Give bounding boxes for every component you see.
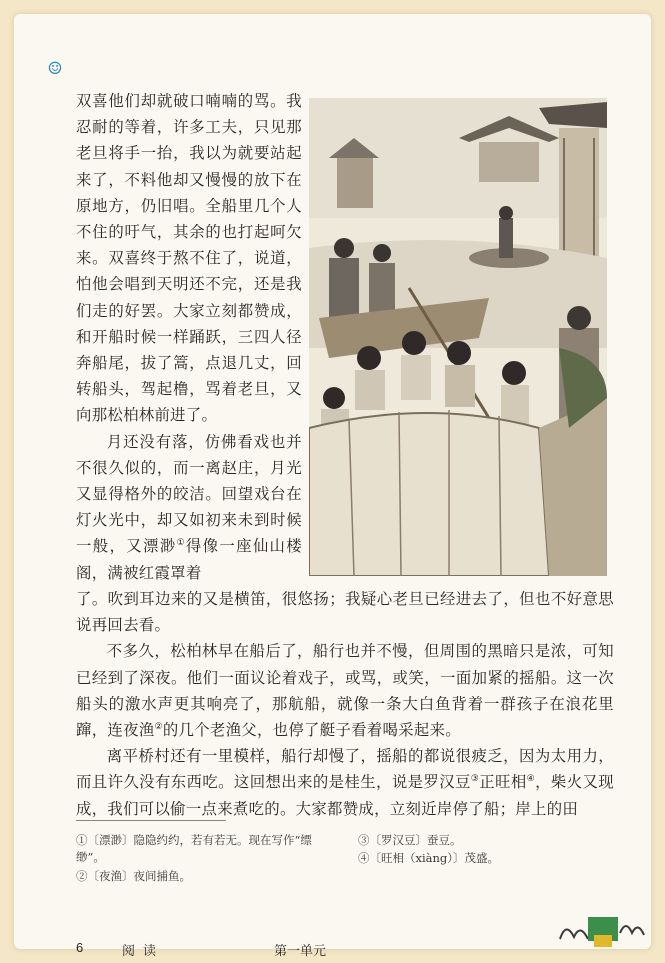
footnote-3: ③〔罗汉豆〕蚕豆。 xyxy=(358,833,462,847)
paragraph-4-part-c: ，柴火又现成，我们可以偷一点来煮吃的。大家都赞成，立刻近岸停了船；岸上的田 xyxy=(76,773,614,818)
footnote-ref-4: ④ xyxy=(526,774,536,785)
paragraph-3 xyxy=(76,638,614,743)
paragraph-3-part-b: 的几个老渔父，也停了艇子看着喝采起来。 xyxy=(162,721,461,740)
textbook-page xyxy=(14,14,651,959)
paragraph-2-part-b: 得像一座仙山楼阁，满被红霞罩着 xyxy=(76,537,302,582)
publisher-stamp xyxy=(554,909,646,953)
paragraph-2-start xyxy=(76,429,302,586)
footnote-ref-1: ① xyxy=(176,538,186,549)
smiley-icon: ☺ xyxy=(47,59,63,79)
paragraph-1: 双喜他们却就破口喃喃的骂。我忍耐的等着，许多工夫，只见那老旦将手一抬，我以为就要站起来了，不料他却又慢慢的放下在原地方，仍旧唱。全船里几个人不住的吁气，其余的也打起呵欠来。双喜终于熬不住了，说道，怕他会唱到天明还不完，还是我们走的好罢。大家立刻都赞成，和开船时候一样踊跃，三四人径奔船尾，拔了篙，点退几丈，回转船头，驾起橹，骂着老旦，又向那松柏林前进了。 xyxy=(76,92,302,425)
illustration-drawing xyxy=(309,98,607,576)
paragraph-2-end: 了。吹到耳边来的又是横笛，很悠扬；我疑心老旦已经进去了，但也不好意思说再回去看。 xyxy=(76,590,614,635)
full-width-text xyxy=(76,586,614,822)
paragraph-4-part-a: 离平桥村还有一里模样，船行却慢了，摇船的都说很疲乏，因为太用力，而且许久没有东西吃。这回想出来的是桂生，说是罗汉豆 xyxy=(76,747,614,792)
footnote-4: ④〔旺相（xiàng）〕茂盛。 xyxy=(358,851,500,865)
footnote-2: ②〔夜渔〕夜间捕鱼。 xyxy=(76,869,191,883)
footnote-ref-3: ③ xyxy=(470,774,480,785)
paragraph-2-part-a: 月还没有落，仿佛看戏也并不很久似的，而一离赵庄，月光又显得格外的皎洁。回望戏台在灯火光中，却又如初来未到时候一般，又漂渺 xyxy=(76,432,302,556)
paragraph-4 xyxy=(76,743,614,822)
stamp-drawing xyxy=(554,909,646,953)
footnote-divider xyxy=(76,820,226,821)
page-number: 6 xyxy=(76,940,84,955)
section-name: 阅读 xyxy=(122,944,165,959)
paragraph-3-part-a: 不多久，松柏林早在船后了，船行也并不慢，但周围的黑暗只是浓，可知已经到了深夜。他们一面议论着戏子，或骂，或笑，一面加紧的摇船。这一次船头的激水声更其响亮了，那航船，就像一条大白鱼背着一群孩子在浪花里蹿，连夜渔 xyxy=(76,642,614,740)
unit-name: 第一单元 xyxy=(274,944,327,959)
paragraph-4-part-b: 正旺相 xyxy=(479,773,527,792)
footnote-1: ①〔漂渺〕隐隐约约，若有若无。现在写作“缥缈”。 xyxy=(76,833,312,864)
column-text xyxy=(76,88,302,586)
boat-opera-illustration xyxy=(309,98,607,576)
footnote-ref-2: ② xyxy=(154,721,163,732)
